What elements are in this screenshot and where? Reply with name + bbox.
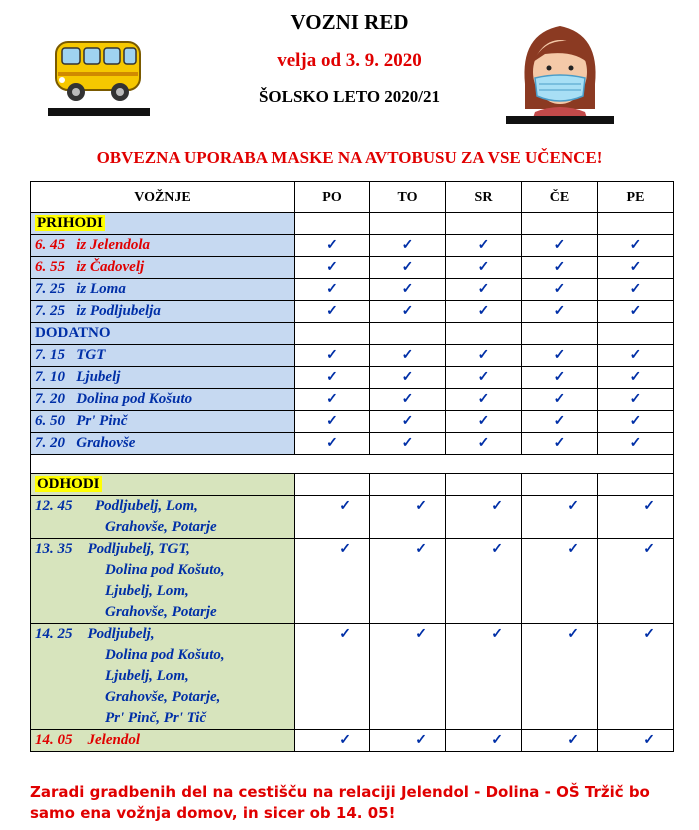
check-icon: ✓	[491, 499, 503, 514]
day-cell	[370, 323, 446, 345]
ride-place: Podljubelj,	[87, 626, 155, 642]
day-cell	[598, 474, 674, 496]
valid-from-date: velja od 3. 9. 2020	[277, 50, 422, 71]
check-icon: ✓	[401, 260, 414, 275]
day-cell	[522, 301, 598, 323]
check-icon: ✓	[491, 627, 503, 642]
ride-time: 7. 20	[35, 435, 65, 451]
ride-time: 6. 55	[35, 259, 65, 275]
table-row	[31, 235, 674, 257]
check-icon: ✓	[553, 392, 566, 407]
ride-place: Dolina pod Košuto,	[105, 562, 225, 578]
day-cell	[370, 433, 446, 455]
ride-place: iz Podljubelja	[76, 303, 161, 319]
ride-place: iz Čadovelj	[76, 259, 145, 275]
day-cell	[295, 301, 370, 323]
ride-place: Podljubelj, TGT,	[87, 541, 190, 557]
separator-row	[31, 455, 674, 474]
check-icon: ✓	[629, 304, 642, 319]
ride-cell	[31, 345, 295, 367]
ride-time: 14. 25	[35, 626, 73, 642]
school-year: ŠOLSKO LETO 2020/21	[258, 87, 441, 106]
ride-time: 7. 15	[35, 347, 65, 363]
check-icon: ✓	[477, 348, 490, 363]
ride-place: iz Loma	[76, 281, 126, 297]
ride-place: Grahovše, Potarje	[105, 604, 217, 620]
ride-time: 7. 25	[35, 281, 65, 297]
day-cell	[446, 257, 522, 279]
departure-line	[35, 687, 290, 708]
departure-cell	[31, 539, 295, 624]
check-icon: ✓	[567, 499, 579, 514]
day-cell	[370, 257, 446, 279]
table-row	[31, 389, 674, 411]
day-cell	[370, 496, 446, 539]
day-cell	[295, 279, 370, 301]
section-label	[31, 474, 295, 496]
check-icon: ✓	[401, 436, 414, 451]
day-cell	[295, 624, 370, 730]
day-cell	[598, 301, 674, 323]
day-cell	[446, 367, 522, 389]
day-cell	[370, 411, 446, 433]
check-icon: ✓	[326, 260, 338, 275]
col-header-day: PE	[598, 182, 674, 213]
ride-time: 7. 25	[35, 303, 65, 319]
day-cell	[446, 496, 522, 539]
check-icon: ✓	[629, 348, 642, 363]
timetable	[30, 181, 674, 752]
ride-place: Pr' Pinč, Pr' Tič	[105, 710, 207, 726]
day-cell	[598, 257, 674, 279]
check-icon: ✓	[415, 542, 427, 557]
day-cell	[598, 496, 674, 539]
day-cell	[295, 323, 370, 345]
ride-time: 7. 20	[35, 391, 65, 407]
table-row	[31, 345, 674, 367]
check-icon: ✓	[553, 304, 566, 319]
day-cell	[446, 345, 522, 367]
check-icon: ✓	[643, 499, 655, 514]
check-icon: ✓	[477, 370, 490, 385]
check-icon: ✓	[477, 238, 490, 253]
day-cell	[598, 279, 674, 301]
departure-line	[35, 730, 290, 751]
check-icon: ✓	[553, 414, 566, 429]
table-header-row	[31, 182, 674, 213]
departure-line	[35, 708, 290, 729]
day-cell	[598, 411, 674, 433]
day-cell	[522, 213, 598, 235]
school-bus-image	[48, 20, 148, 120]
check-icon: ✓	[401, 304, 414, 319]
check-icon: ✓	[415, 733, 427, 748]
day-cell	[446, 301, 522, 323]
day-cell	[446, 389, 522, 411]
col-header-day: TO	[370, 182, 446, 213]
check-icon: ✓	[629, 436, 642, 451]
day-cell	[598, 539, 674, 624]
day-cell	[295, 411, 370, 433]
check-icon: ✓	[629, 392, 642, 407]
day-cell	[446, 624, 522, 730]
check-icon: ✓	[326, 348, 338, 363]
ride-place: Grahovše, Potarje,	[105, 689, 221, 705]
day-cell	[446, 474, 522, 496]
check-icon: ✓	[401, 392, 414, 407]
ride-cell	[31, 235, 295, 257]
day-cell	[522, 539, 598, 624]
check-icon: ✓	[553, 436, 566, 451]
day-cell	[598, 389, 674, 411]
ride-cell	[31, 389, 295, 411]
section-label-text: PRIHODI	[37, 215, 103, 231]
check-icon: ✓	[401, 282, 414, 297]
check-icon: ✓	[339, 542, 351, 557]
departure-cell	[31, 730, 295, 752]
day-cell	[295, 257, 370, 279]
ride-place: Jelendol	[87, 732, 140, 748]
day-cell	[598, 345, 674, 367]
stock-watermark-bar	[506, 116, 614, 124]
section-label: DODATNO	[31, 323, 295, 345]
check-icon: ✓	[567, 542, 579, 557]
day-cell	[446, 235, 522, 257]
check-icon: ✓	[415, 627, 427, 642]
check-icon: ✓	[643, 542, 655, 557]
check-icon: ✓	[553, 238, 566, 253]
day-cell	[370, 730, 446, 752]
section-label	[31, 213, 295, 235]
ride-cell	[31, 433, 295, 455]
table-row	[31, 730, 674, 752]
check-icon: ✓	[629, 238, 642, 253]
ride-time: 14. 05	[35, 732, 73, 748]
day-cell	[295, 730, 370, 752]
departure-line	[35, 496, 290, 517]
check-icon: ✓	[326, 436, 338, 451]
day-cell	[522, 345, 598, 367]
section-row	[31, 323, 674, 345]
check-icon: ✓	[401, 414, 414, 429]
day-cell	[522, 279, 598, 301]
day-cell	[370, 367, 446, 389]
day-cell	[295, 213, 370, 235]
check-icon: ✓	[326, 414, 338, 429]
check-icon: ✓	[477, 282, 490, 297]
day-cell	[598, 730, 674, 752]
day-cell	[598, 323, 674, 345]
day-cell	[522, 411, 598, 433]
ride-cell	[31, 301, 295, 323]
table-row	[31, 411, 674, 433]
day-cell	[295, 235, 370, 257]
day-cell	[370, 345, 446, 367]
day-cell	[522, 496, 598, 539]
stock-watermark-bar	[48, 108, 150, 116]
construction-notice	[30, 782, 670, 824]
day-cell	[370, 624, 446, 730]
day-cell	[370, 301, 446, 323]
departure-line	[35, 645, 290, 666]
table-row	[31, 279, 674, 301]
day-cell	[295, 474, 370, 496]
day-cell	[522, 389, 598, 411]
day-cell	[446, 730, 522, 752]
check-icon: ✓	[339, 627, 351, 642]
ride-cell	[31, 411, 295, 433]
day-cell	[446, 279, 522, 301]
day-cell	[446, 433, 522, 455]
ride-time: 7. 10	[35, 369, 65, 385]
check-icon: ✓	[401, 370, 414, 385]
day-cell	[370, 213, 446, 235]
ride-place: Dolina pod Košuto	[76, 391, 193, 407]
section-row	[31, 474, 674, 496]
check-icon: ✓	[326, 370, 338, 385]
ride-time: 13. 35	[35, 541, 73, 557]
day-cell	[370, 474, 446, 496]
table-row	[31, 433, 674, 455]
check-icon: ✓	[326, 392, 338, 407]
check-icon: ✓	[643, 627, 655, 642]
check-icon: ✓	[553, 260, 566, 275]
ride-place: Pr' Pinč	[76, 413, 128, 429]
ride-time: 6. 50	[35, 413, 65, 429]
day-cell	[522, 257, 598, 279]
check-icon: ✓	[629, 414, 642, 429]
day-cell	[446, 411, 522, 433]
table-row	[31, 367, 674, 389]
check-icon: ✓	[629, 282, 642, 297]
ride-time: 12. 45	[35, 498, 73, 514]
check-icon: ✓	[491, 542, 503, 557]
separator-cell	[31, 455, 674, 474]
check-icon: ✓	[326, 282, 338, 297]
day-cell	[522, 730, 598, 752]
check-icon: ✓	[567, 627, 579, 642]
check-icon: ✓	[643, 733, 655, 748]
check-icon: ✓	[567, 733, 579, 748]
mask-notice: OBVEZNA UPORABA MASKE NA AVTOBUSU ZA VSE UČENCE!	[96, 148, 603, 167]
girl-with-mask-image	[505, 14, 615, 124]
table-row	[31, 624, 674, 730]
check-icon: ✓	[339, 733, 351, 748]
day-cell	[522, 367, 598, 389]
departure-cell	[31, 624, 295, 730]
table-row	[31, 301, 674, 323]
day-cell	[295, 433, 370, 455]
ride-place: Grahovše	[76, 435, 136, 451]
departure-line	[35, 539, 290, 560]
day-cell	[295, 389, 370, 411]
day-cell	[370, 235, 446, 257]
check-icon: ✓	[326, 304, 338, 319]
check-icon: ✓	[477, 392, 490, 407]
check-icon: ✓	[477, 260, 490, 275]
col-header-day: ČE	[522, 182, 598, 213]
ride-place: Ljubelj	[76, 369, 121, 385]
day-cell	[522, 474, 598, 496]
table-row	[31, 257, 674, 279]
departure-line	[35, 517, 290, 538]
day-cell	[446, 323, 522, 345]
check-icon: ✓	[401, 238, 414, 253]
check-icon: ✓	[553, 348, 566, 363]
section-row	[31, 213, 674, 235]
table-row	[31, 496, 674, 539]
day-cell	[370, 389, 446, 411]
ride-place: Grahovše, Potarje	[105, 519, 217, 535]
notice-line: samo ena vožnja domov, in sicer ob 14. 05!	[30, 804, 396, 822]
departure-line	[35, 581, 290, 602]
ride-place: TGT	[76, 347, 106, 363]
departure-line	[35, 602, 290, 623]
departure-line	[35, 666, 290, 687]
ride-place: Podljubelj, Lom,	[95, 498, 198, 514]
col-header-day: SR	[446, 182, 522, 213]
day-cell	[295, 496, 370, 539]
table-row	[31, 539, 674, 624]
day-cell	[370, 539, 446, 624]
col-header-rides: VOŽNJE	[31, 182, 295, 213]
day-cell	[598, 213, 674, 235]
day-cell	[522, 433, 598, 455]
check-icon: ✓	[629, 260, 642, 275]
check-icon: ✓	[491, 733, 503, 748]
ride-time: 6. 45	[35, 237, 65, 253]
departure-line	[35, 624, 290, 645]
ride-place: Ljubelj, Lom,	[105, 668, 189, 684]
check-icon: ✓	[326, 238, 338, 253]
departure-cell	[31, 496, 295, 539]
day-cell	[598, 367, 674, 389]
day-cell	[295, 539, 370, 624]
col-header-day: PO	[295, 182, 370, 213]
check-icon: ✓	[339, 499, 351, 514]
check-icon: ✓	[401, 348, 414, 363]
day-cell	[598, 235, 674, 257]
departure-line	[35, 560, 290, 581]
ride-place: iz Jelendola	[76, 237, 150, 253]
day-cell	[598, 433, 674, 455]
ride-cell	[31, 257, 295, 279]
notice-line: Zaradi gradbenih del na cestišču na relaciji Jelendol - Dolina - OŠ Tržič bo	[30, 783, 650, 801]
ride-place: Dolina pod Košuto,	[105, 647, 225, 663]
check-icon: ✓	[553, 282, 566, 297]
check-icon: ✓	[415, 499, 427, 514]
day-cell	[446, 213, 522, 235]
ride-place: Ljubelj, Lom,	[105, 583, 189, 599]
day-cell	[295, 367, 370, 389]
day-cell	[446, 539, 522, 624]
section-label-text: ODHODI	[37, 476, 100, 492]
day-cell	[295, 345, 370, 367]
day-cell	[522, 323, 598, 345]
check-icon: ✓	[553, 370, 566, 385]
check-icon: ✓	[477, 436, 490, 451]
ride-cell	[31, 279, 295, 301]
day-cell	[598, 624, 674, 730]
ride-cell	[31, 367, 295, 389]
day-cell	[522, 624, 598, 730]
day-cell	[370, 279, 446, 301]
check-icon: ✓	[477, 304, 490, 319]
check-icon: ✓	[477, 414, 490, 429]
check-icon: ✓	[629, 370, 642, 385]
page-title: VOZNI RED	[290, 10, 409, 34]
day-cell	[522, 235, 598, 257]
